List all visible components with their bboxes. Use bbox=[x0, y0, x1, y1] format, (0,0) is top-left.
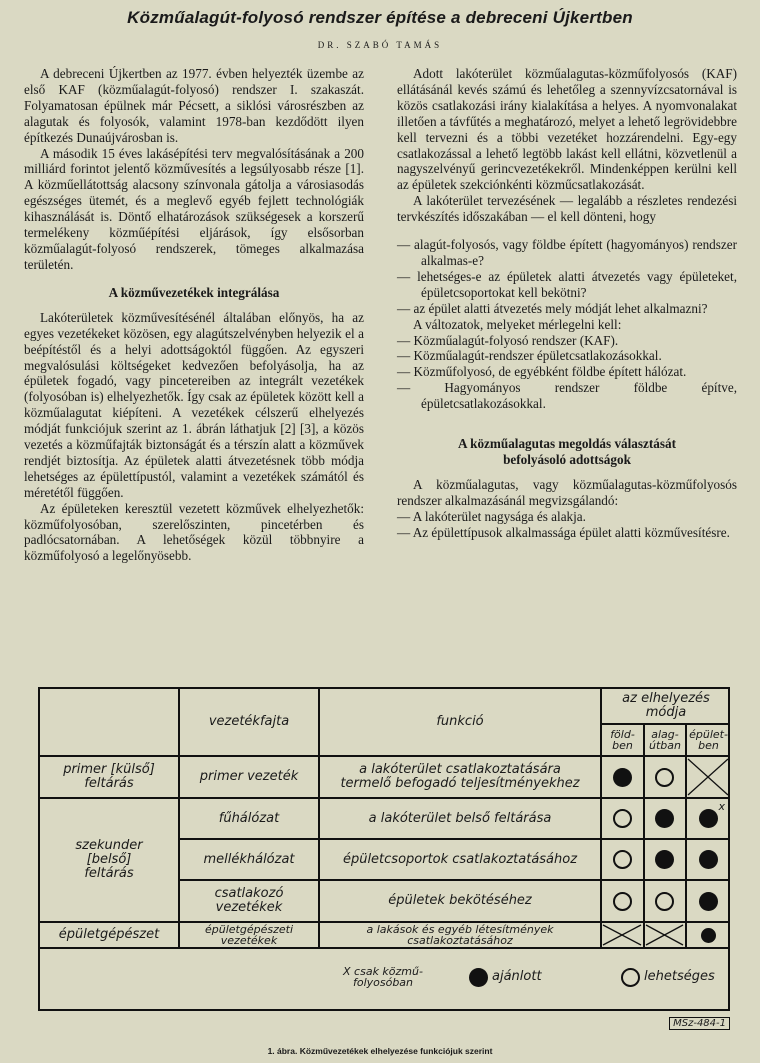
list-item: — az épület alatti átvezetés mely módját lehet alkalmazni? bbox=[397, 300, 708, 316]
mark-recommended-x-icon: x bbox=[686, 799, 730, 838]
right-column bbox=[397, 66, 737, 541]
mark-possible-icon bbox=[601, 799, 643, 838]
standard-stamp: MSz-484-1 bbox=[669, 1017, 730, 1030]
legend-recommended-icon bbox=[468, 967, 488, 987]
list-item: — Közműalagút-rendszer épületcsatlakozásokkal. bbox=[397, 348, 662, 364]
mark-recommended-icon bbox=[644, 840, 685, 879]
paragraph: A debreceni Újkertben az 1977. évben helyezték üzembe az első KAF (közműalagút-folyosó) rendszer I. szakaszát. Folyamatosan épülnek már Pécsett, a siklósi városrészben az alagutak és folyosók, valamint 1978-ban kezdődött ilyen építkezés Dunaújvárosban is. bbox=[24, 66, 364, 145]
list-item: — lehetséges-e az épületek alatti átvezetés vagy épületeket, épületcsoportokat kell bekötni? bbox=[397, 268, 737, 300]
list-item: — Hagyományos rendszer földbe építve, épületcsatlakozásokkal. bbox=[397, 380, 737, 412]
mark-recommended-icon bbox=[601, 757, 643, 797]
paragraph: Lakóterületek közművesítésénél általában előnyös, ha az egyes vezetékeket közösen, egy alagútszelvényben helyezik el a beépítéstől és a helyi adottságoktól függően. Az egyszeri megvalósulási költségeket kedvezően befolyásolja, ha az épületek fogadó, vagy pincetereiben az integrált vezetékek (folyosóban is) elhelyezhetők. Így csak az épületek között kell a közműalagutat kiépíteni. A vezetékek célszerű elhelyezés módját funkciójuk szerint az 1. ábrán láthatjuk [2] [3], a közös vezetés a közműfajták biztonságát és a térszín alatt a közművek rendjét biztosítja. Az épületek alatti átvezetésnek több módja lehetséges az épülettípustól, valamint a vezetékek számától és méretétől függően. bbox=[24, 309, 364, 500]
header-placement: az elhelyezés módja bbox=[622, 691, 710, 720]
row-type: csatlakozó vezetékek bbox=[214, 886, 284, 915]
paragraph: Adott lakóterület közműalagutas-közműfolyosós (KAF) ellátásánál kevés számú és lehetőleg a szennyvízcsatornával is közös csatlakozási irány kialakítása a helyes. A nyomvonalakat illetően a távfűtés a meghatározó, melyet a lehető legrövidebbre kell tervezni és a többi vezetéket hozzárendelni. Egy-egy csatlakozással a lehető legtöbb lakást kell ellátni, közvetlenül a nagyszelvényű gerincvezetékekről. Mindenképpen kerülni kell az épületek szekciónkénti közműcsatlakozását. bbox=[397, 66, 737, 193]
legend-corridor-only: X csak közmű-folyosóban bbox=[343, 965, 423, 989]
row-type: mellékhálózat bbox=[203, 851, 295, 867]
legend-possible-icon bbox=[620, 967, 640, 987]
figure-caption: 1. ábra. Közművezetékek elhelyezése funkciójuk szerint bbox=[267, 1046, 493, 1056]
group-primary: primer [külső] feltárás bbox=[63, 762, 155, 791]
header-soil: föld-ben bbox=[610, 728, 635, 752]
mark-possible-icon bbox=[601, 881, 643, 921]
mark-x-icon bbox=[686, 757, 730, 797]
variant-list bbox=[397, 333, 737, 413]
row-type: épületgépészeti vezetékek bbox=[205, 923, 293, 947]
header-function: funkció bbox=[436, 714, 484, 729]
paragraph: A második 15 éves lakásépítési terv megvalósításának a 200 milliárd forintot jelentő közművesítés a legsúlyosabb része [1]. A közműellátottság alacsony színvonala gátolja a városiasodás egészséges ütemét, és a meglevő egyéb fejlett technológiák kihasználását is. Döntő elhatározások szükségesek a korszerű termelékeny közműépítési eljárások, így elsősorban közműalagút-folyosó rendszerek, tömeges alkalmazása területén. bbox=[24, 145, 364, 272]
list-item: — A lakóterület nagysága és alakja. bbox=[397, 508, 586, 524]
group-secondary: szekunder [belső] feltárás bbox=[75, 838, 143, 881]
mark-recommended-icon bbox=[644, 799, 685, 838]
list-item: — Közműfolyosó, de egyébként földbe épített hálózat. bbox=[397, 364, 687, 380]
list-item: — alagút-folyosós, vagy földbe épített (hagyományos) rendszer alkalmas-e? bbox=[397, 237, 737, 268]
row-type: primer vezeték bbox=[199, 769, 299, 784]
article-author: DR. SZABÓ TAMÁS bbox=[317, 40, 443, 50]
row-function: épületcsoportok csatlakoztatásához bbox=[342, 851, 578, 867]
paragraph: A lakóterület tervezésének — legalább a részletes rendezési tervkészítés időszakában — el kell dönteni, hogy bbox=[397, 193, 737, 225]
section-heading: A közműalagutas megoldás választását befolyásoló adottságok bbox=[458, 436, 676, 468]
section-heading: A közművezetékek integrálása bbox=[108, 284, 280, 300]
group-building-services: épületgépészet bbox=[58, 927, 160, 942]
header-tunnel: alag-útban bbox=[649, 728, 681, 752]
mark-recommended-icon bbox=[686, 881, 730, 921]
row-function: a lakóterület belső feltárása bbox=[368, 810, 552, 826]
header-building: épület-ben bbox=[689, 728, 728, 752]
condition-list bbox=[397, 509, 737, 541]
paragraph: Az épületeken keresztül vezetett közművek elhelyezhetők: közműfolyosóban, szerelőszinten, pincetérben és padlócsatornában. A lehetőségek közül többnyire a közműfolyosó a legelőnyösebb. bbox=[24, 500, 364, 564]
mark-possible-icon bbox=[601, 840, 643, 879]
question-list bbox=[397, 237, 737, 317]
list-item: — Közműalagút-folyosó rendszer (KAF). bbox=[397, 332, 619, 348]
paragraph: A közműalagutas, vagy közműalagutas-közműfolyosós rendszer alkalmazásánál megvizsgálandó: bbox=[397, 477, 737, 508]
row-type: fűhálózat bbox=[218, 810, 280, 826]
list-item: — Az épülettípusok alkalmassága épület alatti közművesítésre. bbox=[397, 524, 730, 540]
header-type: vezetékfajta bbox=[208, 714, 290, 729]
left-column bbox=[24, 66, 364, 564]
mark-x-icon bbox=[644, 923, 685, 947]
legend-possible-label: lehetséges bbox=[644, 969, 715, 984]
mark-possible-icon bbox=[644, 881, 685, 921]
legend-recommended-label: ajánlott bbox=[492, 969, 542, 984]
mark-recommended-icon bbox=[686, 840, 730, 879]
row-function: a lakások és egyéb létesítmények csatlakoztatásához bbox=[366, 923, 554, 947]
mark-possible-icon bbox=[644, 757, 685, 797]
mark-recommended-icon bbox=[686, 923, 730, 947]
mark-x-icon bbox=[601, 923, 643, 947]
row-function: épületek bekötéséhez bbox=[388, 893, 532, 908]
paragraph: A változatok, melyeket mérlegelni kell: bbox=[413, 316, 622, 332]
row-function: a lakóterület csatlakoztatására termelő befogadó teljesítményekhez bbox=[340, 762, 580, 791]
article-title: Közműalagút-folyosó rendszer építése a debreceni Újkertben bbox=[127, 8, 633, 27]
figure-table bbox=[38, 687, 730, 1011]
